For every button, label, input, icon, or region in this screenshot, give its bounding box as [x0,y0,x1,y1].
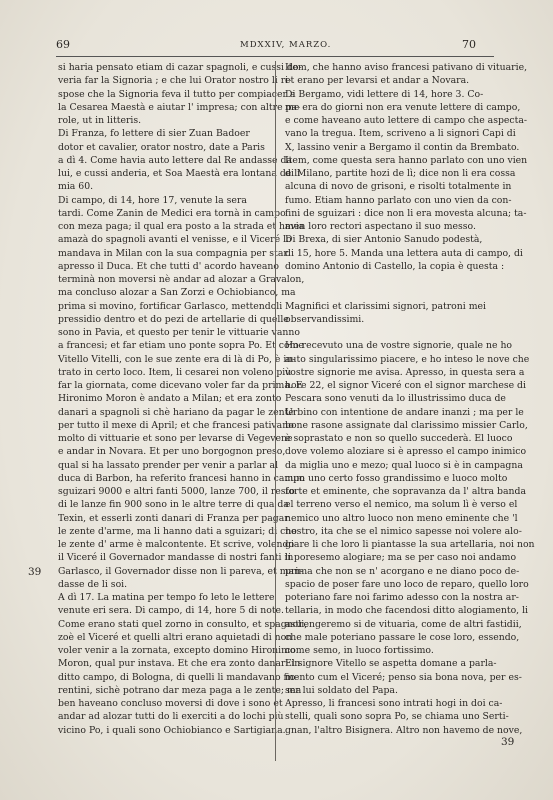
text-line: con meza paga; il qual era posto a la strada et havia [58,221,305,232]
text-line: qual si ha lassato prender per venir a parlar al [58,459,279,471]
text-line: Di Franza, fo lettere di sier Zuan Badoer [58,128,250,140]
text-line [285,326,499,339]
text-line: di 15, hore 5. Manda una lettera auta di campo, di [285,247,523,259]
text-line: poteriano fare noi farimo adesso con la nostra ar- [285,592,519,603]
text-line: giare li che loro li piantasse la sua artellaria, noi non [285,539,535,550]
text-line: Magnifici et clarissimi signori, patroni mei [285,300,486,312]
text-line: li poresemo alogiare; ma se per caso noi andamo [285,552,517,564]
text-line: amazà do spagnoli avanti el venisse, e il Viceré lo [58,234,292,246]
text-line: Texin, et esserli zonti danari di Franza per pagar [58,512,289,524]
text-line: Di campo, di 14, hore 17, venute la sera [58,194,247,206]
text-line: bone rasone assignate dal clarissimo missier Carlo, [285,419,528,431]
header-rule [56,56,494,57]
text-line: venute eri sera. Di campo, di 14, hore 5 di note. [58,605,285,617]
text-line: astrengeremo si de vituaria, come de altri fastidii, [285,618,522,630]
text-line: la Cesarea Maestà e aiutar l' impresa; con altre pa- [58,101,301,113]
text-line: veria far la Signoria ; e che lui Orator nostro li ri- [58,75,292,87]
text-line: Item, che hanno aviso francesi pativano di vituarie, [285,62,528,73]
text-line: et erano per levarsi et andar a Novara. [285,75,470,87]
text-line: vano la tregua. Item, scriveno a li signori Capi di [285,128,516,140]
text-line: Pescara sono venuti da lo illustrissimo duca de [285,393,506,405]
right-text-column [285,61,535,737]
column-separator [275,61,276,761]
text-line [285,286,499,299]
text-line: zoè el Viceré et quelli altri erano aquietadi di non [58,631,293,643]
text-line: men loro rectori aspectano il suo messo. [285,221,476,232]
margin-number-left: 39 [28,566,42,578]
text-line: vostre signorie me avisa. Apresso, in questa sera a [285,366,525,378]
text-line: dasse de li soi. [58,578,128,590]
text-line: apresso il Duca. Et che tutti d' acordo haveano [58,260,279,272]
text-line: observandissimi. [285,313,365,325]
left-text-column [58,61,308,737]
text-line: auto singularissimo piacere, e ho inteso le nove che [285,353,530,365]
text-line: spose che la Signoria feva il tutto per compiacer a [58,88,296,100]
text-line [285,273,499,286]
text-line: fumo. Etiam hanno parlato con uno vien da con- [285,194,512,206]
text-line: El signore Vitello se aspetta domane a parla- [285,658,497,670]
text-line: ben haveano concluso moversi di dove i sono et [58,698,283,709]
text-line: si haria pensato etiam di cazar spagnoli, e cussi do- [58,62,302,73]
text-line: e andar in Novara. Et per uno borgognon preso, [58,446,286,458]
text-line: mia 60. [58,181,94,193]
text-line: tellaria, in modo che facendosi ditto alogiamento, li [285,605,529,617]
text-line: andar ad alozar tutti do li exerciti a do lochi più [58,711,284,723]
text-line: forte et eminente, che sopravanza da l' altra banda [285,486,527,497]
text-line: e come haveano auto lettere di campo che aspecta- [285,115,528,126]
text-line: domino Antonio di Castello, la copia è questa : [285,260,505,272]
text-line: di Milano, partite hozi de lì; dice non li era cossa [285,168,516,179]
text-line: molto di vittuarie et sono per levarse di Vegevene [58,433,293,444]
text-line: Item, come questa sera hanno parlato con uno vien [285,154,528,166]
text-line: di le lanze fin 900 sono in le altre terre di qua da [58,499,289,511]
text-line: mento cum el Viceré; penso sia bona nova, per es- [285,671,522,683]
text-line: come semo, in luoco fortissimo. [285,645,434,656]
text-line: fini de sguizari : dice non li era movesta alcuna; ta- [285,207,527,219]
text-line: Apresso, li francesi sono intrati hogi in doi ca- [285,698,503,709]
text-line: prima si movino, fortificar Garlasco, mettendoli [58,300,283,312]
text-line: spacio de poser fare uno loco de reparo, quello loro [285,578,529,590]
text-line: per tutto il mexe di April; et che francesi pativano [58,419,294,431]
text-line: duca di Barbon, ha referito francesi hanno in campo [58,472,305,484]
page-header [0,38,553,54]
text-line: Come erano stati quel zorno in consulto, et spagnoli, [58,618,308,630]
text-line: le zente d' arme è malcontente. Et scrive, volendo [58,539,295,550]
text-line: a dì 4. Come havia auto lettere dal Re andasse da [58,154,293,166]
text-line: X, lassino venir a Bergamo il contin da Brembato. [285,141,520,153]
text-line: Ho recevuto una de vostre signorie, quale ne ho [285,340,513,352]
text-line: Moron, qual pur instava. Et che era zonto danari in [58,658,301,670]
text-line: el terreno verso el nemico, ma solum lì è verso el [285,499,518,511]
text-line: ma concluso alozar a San Zorzi e Ochiobianco, ma [58,287,296,299]
text-line: Urbino con intentione de andare inanzi ; ma per le [285,406,524,418]
text-line: mandava in Milan con la sua compagnia per star [58,247,288,259]
text-line: terminà non moversi nè andar ad alozar a Gravalon, [58,274,305,285]
text-line: pressidio dentro et do pezi de artellarie di quelle [58,313,289,325]
text-line: lui, e cussi anderia, et Soa Maestà era lontana de li [58,168,301,179]
text-line: me era do giorni non era venute lettere di campo, [285,101,521,113]
text-line: Di Brexa, di sier Antonio Sanudo podestà, [285,234,483,246]
text-line: nemico uno altro luoco non meno eminente che 'l [285,512,518,524]
text-line: dotor et cavalier, orator nostro, date a Paris [58,141,265,153]
text-line: che male poteriano passare le cose loro, essendo, [285,631,520,643]
text-line: sguizari 9000 e altri fanti 5000, lanze 700, il resto [58,486,295,497]
text-line: ser lui soldato del Papa. [285,684,398,696]
text-line: Garlasco, il Governador disse non li pareva, et man- [58,565,304,577]
text-line: nostro, ita che se el nimico sapesse noi volere alo- [285,525,522,537]
text-line: il Viceré il Governador mandasse di nostri fanti in [58,552,294,564]
text-line: ditto campo, di Bologna, di quelli li mandavano fio- [58,671,299,683]
text-line: dove volemo aloziare si è apresso el campo inimico [285,446,527,458]
margin-number-right: 39 [501,736,515,748]
text-line: da miglia uno e mezo; qual luoco si è in campagna [285,459,523,471]
text-line: hore 22, el signor Viceré con el signor marchese di [285,380,526,391]
text-line: le zente d'arme, ma li hanno dati a sguizari; di che [58,525,297,537]
text-line: A dì 17. La matina per tempo fo leto le lettere [58,592,275,603]
running-head: MDXXIV, MARZO. [240,40,332,50]
text-line: gnan, l'altro Bisignera. Altro non havemo de nove, [285,724,523,736]
text-line: role, ut in litteris. [58,115,142,126]
text-line: prima che non se n' acorgano e ne diano poco de- [285,565,520,577]
text-line: far la giornata, come dicevano voler far da prima. E [58,380,303,391]
text-line: cum uno certo fosso grandissimo e luoco molto [285,472,508,484]
text-line: a francesi; et far etiam uno ponte sopra Po. Et come [58,340,304,352]
text-line: tardi. Come Zanin de Medici era tornà in campo [58,207,286,219]
page-number-left: 69 [56,38,70,51]
text-line: rentini, sichè potrano dar meza paga a le zente; ma [58,684,302,696]
text-line: trato in certo loco. Item, li cesarei non voleno più [58,366,292,378]
text-line: voler venir a la zornata, excepto domino Hironimo [58,645,296,656]
text-line: danari a spagnoli si chè hariano da pagar le zente [58,406,294,418]
text-line: alcuna di novo de grisoni, e risolti totalmente in [285,181,512,193]
text-line: Hironimo Moron è andato a Milan; et era zonto [58,393,282,405]
text-line: Vitello Vitelli, con le sue zente era di là di Po, è in- [58,353,296,365]
text-line: Di Bergamo, vidi lettere di 14, hore 3. Co- [285,88,484,100]
text-line: stelli, quali sono sopra Po, se chiama uno Serti- [285,711,509,723]
page-number-right: 70 [462,38,476,51]
text-line: sono in Pavia, et questo per tenir le vittuarie vanno [58,327,300,338]
text-line: vicino Po, i quali sono Ochiobianco e Sartigiana. [58,724,286,736]
text-line: è soprastato e non so quello succederà. El luoco [285,433,513,444]
